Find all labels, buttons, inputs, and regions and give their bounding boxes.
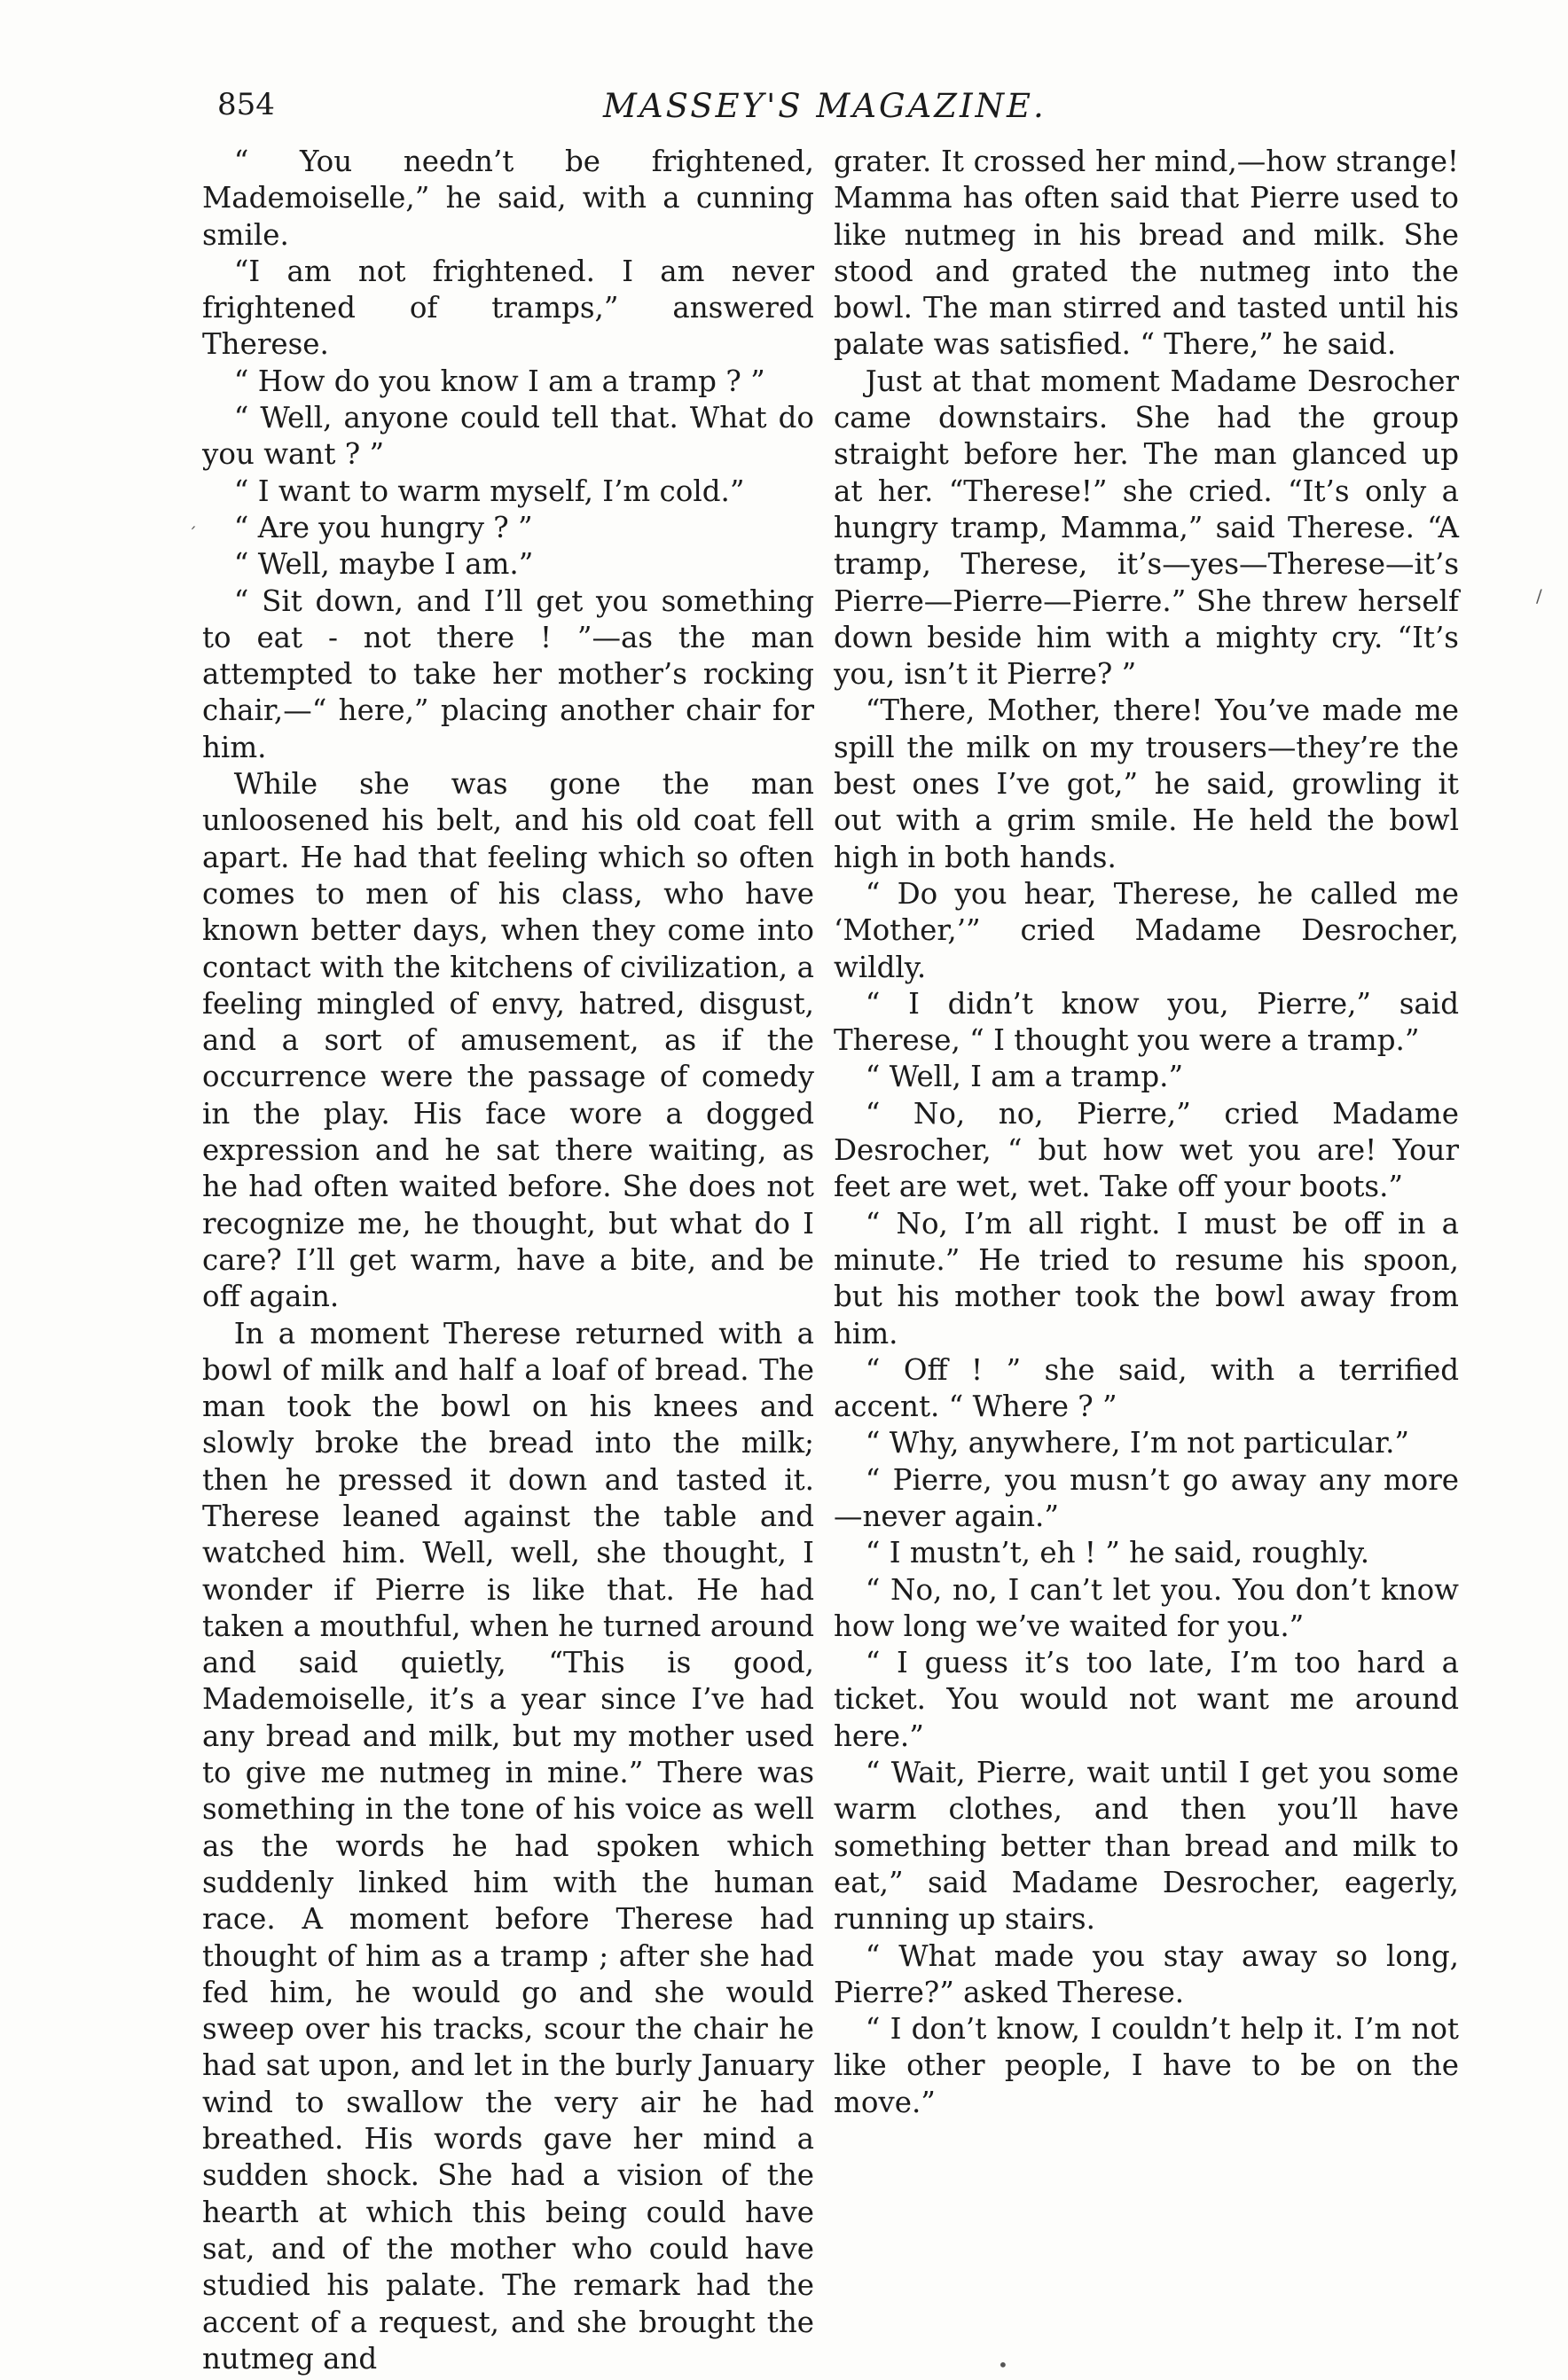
paragraph: “ No, no, Pierre,” cried Madame Desrocher, “ but how wet you are! Your feet are wet, wet. Take off your boots.” [834, 1096, 1459, 1204]
paragraph: “ What made you stay away so long, Pierre?” asked Therese. [834, 1938, 1459, 2009]
ink-speck: / [1536, 585, 1542, 607]
paragraph: “ Wait, Pierre, wait until I get you some warm clothes, and then you’ll have something better than bread and milk to eat,” said Madame Desrocher, eagerly, running up stairs. [834, 1756, 1459, 1937]
paragraph: grater. It crossed her mind,—how strange! Mamma has often said that Pierre used to like nutmeg in his bread and milk. She stood and grated the nutmeg into the bowl. The man stirred and tasted until his palate was satisfied. “ There,” he said. [834, 145, 1459, 362]
paragraph: Just at that moment Madame Desrocher came downstairs. She had the group straight before her. The man glanced up at her. “Therese!” she cried. “It’s only a hungry tramp, Mamma,” said Therese. “A tramp, Therese, it’s—yes—Therese—it’s Pierre—Pierre—Pierre.” She threw herself down beside him with a mighty cry. “It’s you, isn’t it Pierre? ” [834, 364, 1459, 692]
paragraph: “ Pierre, you musn’t go away any more —never again.” [834, 1462, 1459, 1533]
paragraph: “ I don’t know, I couldn’t help it. I’m not like other people, I have to be on the move.” [834, 2012, 1459, 2119]
paragraph: “ You needn’t be frightened, Mademoiselle,” he said, with a cunning smile. [202, 145, 814, 252]
page-number: 854 [217, 87, 275, 122]
paragraph: “I am not frightened. I am never frightened of tramps,” answered Therese. [202, 254, 814, 362]
paragraph: “ I mustn’t, eh ! ” he said, roughly. [865, 1536, 1370, 1570]
paragraph: While she was gone the man unloosened his belt, and his old coat fell apart. He had that feeling which so often comes to men of his class, who have known better days, when they come into contact with the kitchens of civilization, a feeling mingled of envy, hatred, disgust, and a sort of amusement, as if the occurrence were the passage of comedy in the play. His face wore a dogged expression and he sat there waiting, as he had often waited before. She does not recognize me, he thought, but what do I care? I’ll get warm, have a bite, and be off again. [202, 767, 814, 1314]
paragraph: “ I didn’t know you, Pierre,” said Therese, “ I thought you were a tramp.” [834, 986, 1459, 1058]
paragraph: “ No, I’m all right. I must be off in a minute.” He tried to resume his spoon, but his mother took the bowl away from him. [834, 1206, 1459, 1350]
ink-speck: ´ [188, 523, 197, 544]
paragraph: “ Do you hear, Therese, he called me ‘Mother,’” cried Madame Desrocher, wildly. [834, 876, 1459, 984]
paragraph: “ Sit down, and I’ll get you something to eat - not there ! ”—as the man attempted to take her mother’s rocking chair,—“ here,” placing another chair for him. [202, 583, 814, 764]
paragraph: “ I want to warm myself, I’m cold.” [233, 474, 745, 508]
paragraph: “There, Mother, there! You’ve made me spill the milk on my trousers—they’re the best ones I’ve got,” he said, growling it out with a grim smile. He held the bowl high in both hands. [834, 693, 1459, 874]
running-head: MASSEY'S MAGAZINE. [603, 87, 1047, 125]
paragraph: “ Well, anyone could tell that. What do you want ? ” [202, 401, 814, 472]
paragraph: “ How do you know I am a tramp ? ” [233, 364, 765, 398]
paragraph: “ Off ! ” she said, with a terrified accent. “ Where ? ” [834, 1352, 1459, 1424]
right-column [834, 144, 1459, 2121]
paragraph: In a moment Therese returned with a bowl of milk and half a loaf of bread. The man took the bowl on his knees and slowly broke the bread into the milk; then he pressed it down and tasted it. Therese leaned against the table and watched him. Well, well, she thought, I wonder if Pierre is like that. He had taken a mouthful, when he turned around and said quietly, “This is good, Mademoiselle, it’s a year since I’ve had any bread and milk, but my mother used to give me nutmeg in mine.” There was something in the tone of his voice as well as the words he had spoken which suddenly linked him with the human race. A moment before Therese had thought of him as a tramp ; after she had fed him, he would go and she would sweep over his tracks, scour the chair he had sat upon, and let in the burly January wind to swallow the very air he had breathed. His words gave her mind a sudden shock. She had a vision of the hearth at which this being could have sat, and of the mother who could have studied his palate. The remark had the accent of a request, and she brought the nutmeg and [202, 1316, 814, 2376]
paragraph: “ Well, maybe I am.” [233, 547, 534, 582]
left-column [202, 144, 814, 2377]
ink-speck: • [998, 2354, 1008, 2376]
paragraph: “ Well, I am a tramp.” [865, 1060, 1184, 1094]
paragraph: “ Are you hungry ? ” [233, 510, 533, 544]
paragraph: “ Why, anywhere, I’m not particular.” [865, 1426, 1410, 1460]
paragraph: “ No, no, I can’t let you. You don’t know how long we’ve waited for you.” [834, 1572, 1459, 1643]
paragraph: “ I guess it’s too late, I’m too hard a ticket. You would not want me around here.” [834, 1646, 1459, 1753]
